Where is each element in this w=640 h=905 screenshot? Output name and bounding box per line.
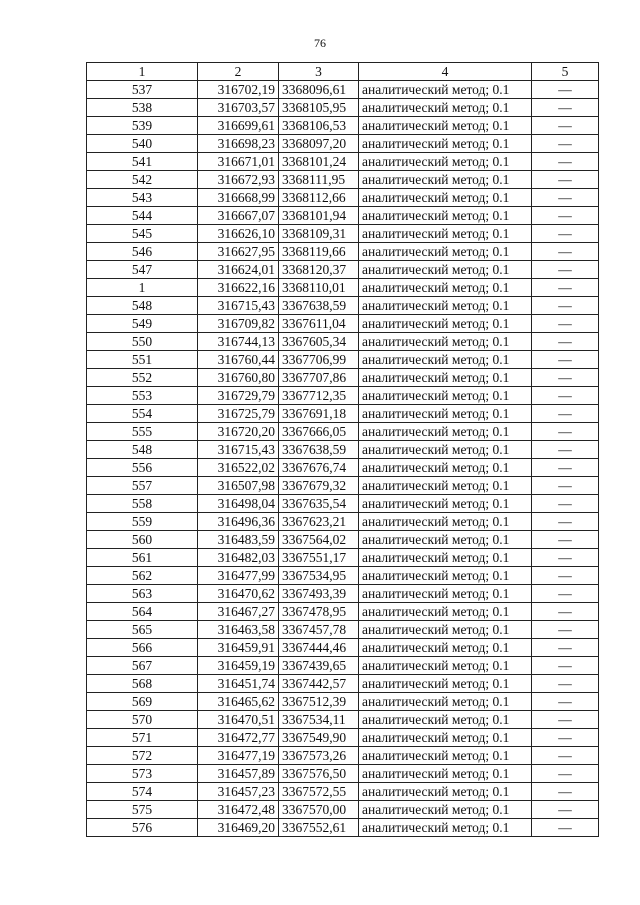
x-coordinate-cell: 316709,82 (198, 315, 279, 333)
note-cell: — (532, 783, 599, 801)
point-number-cell: 542 (87, 171, 198, 189)
point-number-cell: 540 (87, 135, 198, 153)
table-row (87, 261, 599, 279)
point-number-cell: 544 (87, 207, 198, 225)
note-cell: — (532, 477, 599, 495)
table-row (87, 747, 599, 765)
table-header-row (87, 63, 599, 81)
note-cell: — (532, 369, 599, 387)
note-cell: — (532, 801, 599, 819)
note-cell: — (532, 279, 599, 297)
y-coordinate-cell: 3367552,61 (279, 819, 359, 837)
table-row (87, 117, 599, 135)
table-row (87, 189, 599, 207)
x-coordinate-cell: 316668,99 (198, 189, 279, 207)
note-cell: — (532, 549, 599, 567)
y-coordinate-cell: 3367573,26 (279, 747, 359, 765)
table-row (87, 585, 599, 603)
table-row (87, 423, 599, 441)
point-number-cell: 543 (87, 189, 198, 207)
method-cell: аналитический метод; 0.1 (359, 189, 532, 207)
method-cell: аналитический метод; 0.1 (359, 531, 532, 549)
table-row (87, 549, 599, 567)
x-coordinate-cell: 316498,04 (198, 495, 279, 513)
method-cell: аналитический метод; 0.1 (359, 621, 532, 639)
y-coordinate-cell: 3367691,18 (279, 405, 359, 423)
method-cell: аналитический метод; 0.1 (359, 603, 532, 621)
point-number-cell: 547 (87, 261, 198, 279)
x-coordinate-cell: 316522,02 (198, 459, 279, 477)
method-cell: аналитический метод; 0.1 (359, 261, 532, 279)
y-coordinate-cell: 3368120,37 (279, 261, 359, 279)
method-cell: аналитический метод; 0.1 (359, 765, 532, 783)
x-coordinate-cell: 316472,48 (198, 801, 279, 819)
table-row (87, 477, 599, 495)
x-coordinate-cell: 316451,74 (198, 675, 279, 693)
table-row (87, 153, 599, 171)
method-cell: аналитический метод; 0.1 (359, 117, 532, 135)
point-number-cell: 563 (87, 585, 198, 603)
note-cell: — (532, 405, 599, 423)
point-number-cell: 561 (87, 549, 198, 567)
y-coordinate-cell: 3367679,32 (279, 477, 359, 495)
table-row (87, 819, 599, 837)
y-coordinate-cell: 3367570,00 (279, 801, 359, 819)
column-header-4: 4 (359, 63, 532, 81)
method-cell: аналитический метод; 0.1 (359, 333, 532, 351)
point-number-cell: 564 (87, 603, 198, 621)
x-coordinate-cell: 316703,57 (198, 99, 279, 117)
point-number-cell: 576 (87, 819, 198, 837)
x-coordinate-cell: 316496,36 (198, 513, 279, 531)
y-coordinate-cell: 3367706,99 (279, 351, 359, 369)
x-coordinate-cell: 316622,16 (198, 279, 279, 297)
point-number-cell: 546 (87, 243, 198, 261)
point-number-cell: 1 (87, 279, 198, 297)
x-coordinate-cell: 316715,43 (198, 441, 279, 459)
y-coordinate-cell: 3368106,53 (279, 117, 359, 135)
method-cell: аналитический метод; 0.1 (359, 693, 532, 711)
y-coordinate-cell: 3367442,57 (279, 675, 359, 693)
table-row (87, 711, 599, 729)
table-row (87, 315, 599, 333)
method-cell: аналитический метод; 0.1 (359, 567, 532, 585)
y-coordinate-cell: 3367534,11 (279, 711, 359, 729)
x-coordinate-cell: 316483,59 (198, 531, 279, 549)
x-coordinate-cell: 316744,13 (198, 333, 279, 351)
method-cell: аналитический метод; 0.1 (359, 423, 532, 441)
point-number-cell: 538 (87, 99, 198, 117)
table-row (87, 243, 599, 261)
table-row (87, 387, 599, 405)
method-cell: аналитический метод; 0.1 (359, 459, 532, 477)
x-coordinate-cell: 316507,98 (198, 477, 279, 495)
x-coordinate-cell: 316672,93 (198, 171, 279, 189)
method-cell: аналитический метод; 0.1 (359, 297, 532, 315)
table-row (87, 567, 599, 585)
note-cell: — (532, 657, 599, 675)
x-coordinate-cell: 316463,58 (198, 621, 279, 639)
table-row (87, 81, 599, 99)
note-cell: — (532, 81, 599, 99)
note-cell: — (532, 117, 599, 135)
y-coordinate-cell: 3367439,65 (279, 657, 359, 675)
table-row (87, 621, 599, 639)
y-coordinate-cell: 3367638,59 (279, 297, 359, 315)
note-cell: — (532, 765, 599, 783)
y-coordinate-cell: 3367635,54 (279, 495, 359, 513)
method-cell: аналитический метод; 0.1 (359, 711, 532, 729)
x-coordinate-cell: 316469,20 (198, 819, 279, 837)
y-coordinate-cell: 3368097,20 (279, 135, 359, 153)
y-coordinate-cell: 3367564,02 (279, 531, 359, 549)
table-row (87, 603, 599, 621)
point-number-cell: 549 (87, 315, 198, 333)
x-coordinate-cell: 316729,79 (198, 387, 279, 405)
method-cell: аналитический метод; 0.1 (359, 99, 532, 117)
note-cell: — (532, 297, 599, 315)
table-body (87, 81, 599, 837)
table-row (87, 639, 599, 657)
y-coordinate-cell: 3367551,17 (279, 549, 359, 567)
method-cell: аналитический метод; 0.1 (359, 747, 532, 765)
note-cell: — (532, 531, 599, 549)
y-coordinate-cell: 3367712,35 (279, 387, 359, 405)
point-number-cell: 557 (87, 477, 198, 495)
note-cell: — (532, 171, 599, 189)
note-cell: — (532, 639, 599, 657)
method-cell: аналитический метод; 0.1 (359, 81, 532, 99)
table-row (87, 99, 599, 117)
note-cell: — (532, 315, 599, 333)
x-coordinate-cell: 316482,03 (198, 549, 279, 567)
y-coordinate-cell: 3367444,46 (279, 639, 359, 657)
point-number-cell: 545 (87, 225, 198, 243)
point-number-cell: 567 (87, 657, 198, 675)
note-cell: — (532, 675, 599, 693)
x-coordinate-cell: 316626,10 (198, 225, 279, 243)
method-cell: аналитический метод; 0.1 (359, 315, 532, 333)
note-cell: — (532, 387, 599, 405)
note-cell: — (532, 819, 599, 837)
table-row (87, 171, 599, 189)
point-number-cell: 548 (87, 297, 198, 315)
note-cell: — (532, 225, 599, 243)
x-coordinate-cell: 316472,77 (198, 729, 279, 747)
point-number-cell: 550 (87, 333, 198, 351)
x-coordinate-cell: 316459,19 (198, 657, 279, 675)
point-number-cell: 554 (87, 405, 198, 423)
y-coordinate-cell: 3368101,94 (279, 207, 359, 225)
method-cell: аналитический метод; 0.1 (359, 495, 532, 513)
method-cell: аналитический метод; 0.1 (359, 153, 532, 171)
note-cell: — (532, 261, 599, 279)
note-cell: — (532, 603, 599, 621)
x-coordinate-cell: 316671,01 (198, 153, 279, 171)
x-coordinate-cell: 316725,79 (198, 405, 279, 423)
x-coordinate-cell: 316477,19 (198, 747, 279, 765)
y-coordinate-cell: 3367493,39 (279, 585, 359, 603)
point-number-cell: 572 (87, 747, 198, 765)
point-number-cell: 575 (87, 801, 198, 819)
point-number-cell: 553 (87, 387, 198, 405)
y-coordinate-cell: 3367576,50 (279, 765, 359, 783)
method-cell: аналитический метод; 0.1 (359, 441, 532, 459)
y-coordinate-cell: 3368105,95 (279, 99, 359, 117)
x-coordinate-cell: 316465,62 (198, 693, 279, 711)
note-cell: — (532, 729, 599, 747)
method-cell: аналитический метод; 0.1 (359, 207, 532, 225)
table-row (87, 135, 599, 153)
point-number-cell: 552 (87, 369, 198, 387)
point-number-cell: 548 (87, 441, 198, 459)
table-row (87, 369, 599, 387)
method-cell: аналитический метод; 0.1 (359, 729, 532, 747)
note-cell: — (532, 747, 599, 765)
y-coordinate-cell: 3367666,05 (279, 423, 359, 441)
y-coordinate-cell: 3367605,34 (279, 333, 359, 351)
table-row (87, 405, 599, 423)
point-number-cell: 566 (87, 639, 198, 657)
x-coordinate-cell: 316760,44 (198, 351, 279, 369)
note-cell: — (532, 441, 599, 459)
y-coordinate-cell: 3367512,39 (279, 693, 359, 711)
note-cell: — (532, 153, 599, 171)
method-cell: аналитический метод; 0.1 (359, 351, 532, 369)
method-cell: аналитический метод; 0.1 (359, 585, 532, 603)
method-cell: аналитический метод; 0.1 (359, 279, 532, 297)
point-number-cell: 558 (87, 495, 198, 513)
point-number-cell: 570 (87, 711, 198, 729)
column-header-2: 2 (198, 63, 279, 81)
table-row (87, 729, 599, 747)
x-coordinate-cell: 316470,51 (198, 711, 279, 729)
point-number-cell: 555 (87, 423, 198, 441)
method-cell: аналитический метод; 0.1 (359, 171, 532, 189)
point-number-cell: 565 (87, 621, 198, 639)
y-coordinate-cell: 3367549,90 (279, 729, 359, 747)
y-coordinate-cell: 3367707,86 (279, 369, 359, 387)
table-row (87, 765, 599, 783)
y-coordinate-cell: 3368119,66 (279, 243, 359, 261)
point-number-cell: 568 (87, 675, 198, 693)
table-row (87, 657, 599, 675)
method-cell: аналитический метод; 0.1 (359, 387, 532, 405)
point-number-cell: 559 (87, 513, 198, 531)
point-number-cell: 541 (87, 153, 198, 171)
table-row (87, 297, 599, 315)
x-coordinate-cell: 316698,23 (198, 135, 279, 153)
method-cell: аналитический метод; 0.1 (359, 369, 532, 387)
table-row (87, 207, 599, 225)
method-cell: аналитический метод; 0.1 (359, 801, 532, 819)
point-number-cell: 556 (87, 459, 198, 477)
y-coordinate-cell: 3368109,31 (279, 225, 359, 243)
note-cell: — (532, 495, 599, 513)
column-header-1: 1 (87, 63, 198, 81)
table-row (87, 495, 599, 513)
y-coordinate-cell: 3367611,04 (279, 315, 359, 333)
point-number-cell: 574 (87, 783, 198, 801)
point-number-cell: 560 (87, 531, 198, 549)
y-coordinate-cell: 3367638,59 (279, 441, 359, 459)
x-coordinate-cell: 316627,95 (198, 243, 279, 261)
note-cell: — (532, 135, 599, 153)
table-row (87, 801, 599, 819)
method-cell: аналитический метод; 0.1 (359, 657, 532, 675)
x-coordinate-cell: 316470,62 (198, 585, 279, 603)
x-coordinate-cell: 316624,01 (198, 261, 279, 279)
y-coordinate-cell: 3368101,24 (279, 153, 359, 171)
y-coordinate-cell: 3368110,01 (279, 279, 359, 297)
method-cell: аналитический метод; 0.1 (359, 513, 532, 531)
table-row (87, 675, 599, 693)
column-header-5: 5 (532, 63, 599, 81)
note-cell: — (532, 243, 599, 261)
y-coordinate-cell: 3367572,55 (279, 783, 359, 801)
method-cell: аналитический метод; 0.1 (359, 135, 532, 153)
method-cell: аналитический метод; 0.1 (359, 675, 532, 693)
x-coordinate-cell: 316457,23 (198, 783, 279, 801)
method-cell: аналитический метод; 0.1 (359, 783, 532, 801)
note-cell: — (532, 459, 599, 477)
table-row (87, 441, 599, 459)
point-number-cell: 562 (87, 567, 198, 585)
x-coordinate-cell: 316457,89 (198, 765, 279, 783)
note-cell: — (532, 711, 599, 729)
page-number: 76 (314, 36, 326, 50)
table-row (87, 513, 599, 531)
y-coordinate-cell: 3367676,74 (279, 459, 359, 477)
method-cell: аналитический метод; 0.1 (359, 819, 532, 837)
table-row (87, 783, 599, 801)
y-coordinate-cell: 3367534,95 (279, 567, 359, 585)
point-number-cell: 569 (87, 693, 198, 711)
y-coordinate-cell: 3367623,21 (279, 513, 359, 531)
note-cell: — (532, 333, 599, 351)
coordinates-table (86, 62, 599, 837)
note-cell: — (532, 693, 599, 711)
x-coordinate-cell: 316477,99 (198, 567, 279, 585)
y-coordinate-cell: 3368096,61 (279, 81, 359, 99)
note-cell: — (532, 207, 599, 225)
note-cell: — (532, 513, 599, 531)
y-coordinate-cell: 3368112,66 (279, 189, 359, 207)
method-cell: аналитический метод; 0.1 (359, 243, 532, 261)
y-coordinate-cell: 3368111,95 (279, 171, 359, 189)
point-number-cell: 571 (87, 729, 198, 747)
note-cell: — (532, 423, 599, 441)
method-cell: аналитический метод; 0.1 (359, 639, 532, 657)
x-coordinate-cell: 316459,91 (198, 639, 279, 657)
table-row (87, 333, 599, 351)
x-coordinate-cell: 316702,19 (198, 81, 279, 99)
table-row (87, 693, 599, 711)
table-row (87, 279, 599, 297)
table-row (87, 225, 599, 243)
y-coordinate-cell: 3367457,78 (279, 621, 359, 639)
x-coordinate-cell: 316720,20 (198, 423, 279, 441)
note-cell: — (532, 585, 599, 603)
note-cell: — (532, 351, 599, 369)
point-number-cell: 539 (87, 117, 198, 135)
point-number-cell: 573 (87, 765, 198, 783)
y-coordinate-cell: 3367478,95 (279, 603, 359, 621)
table-row (87, 351, 599, 369)
point-number-cell: 551 (87, 351, 198, 369)
method-cell: аналитический метод; 0.1 (359, 225, 532, 243)
method-cell: аналитический метод; 0.1 (359, 405, 532, 423)
method-cell: аналитический метод; 0.1 (359, 549, 532, 567)
table-row (87, 459, 599, 477)
note-cell: — (532, 621, 599, 639)
x-coordinate-cell: 316667,07 (198, 207, 279, 225)
table-row (87, 531, 599, 549)
note-cell: — (532, 189, 599, 207)
x-coordinate-cell: 316715,43 (198, 297, 279, 315)
method-cell: аналитический метод; 0.1 (359, 477, 532, 495)
x-coordinate-cell: 316699,61 (198, 117, 279, 135)
note-cell: — (532, 567, 599, 585)
note-cell: — (532, 99, 599, 117)
x-coordinate-cell: 316467,27 (198, 603, 279, 621)
x-coordinate-cell: 316760,80 (198, 369, 279, 387)
point-number-cell: 537 (87, 81, 198, 99)
column-header-3: 3 (279, 63, 359, 81)
